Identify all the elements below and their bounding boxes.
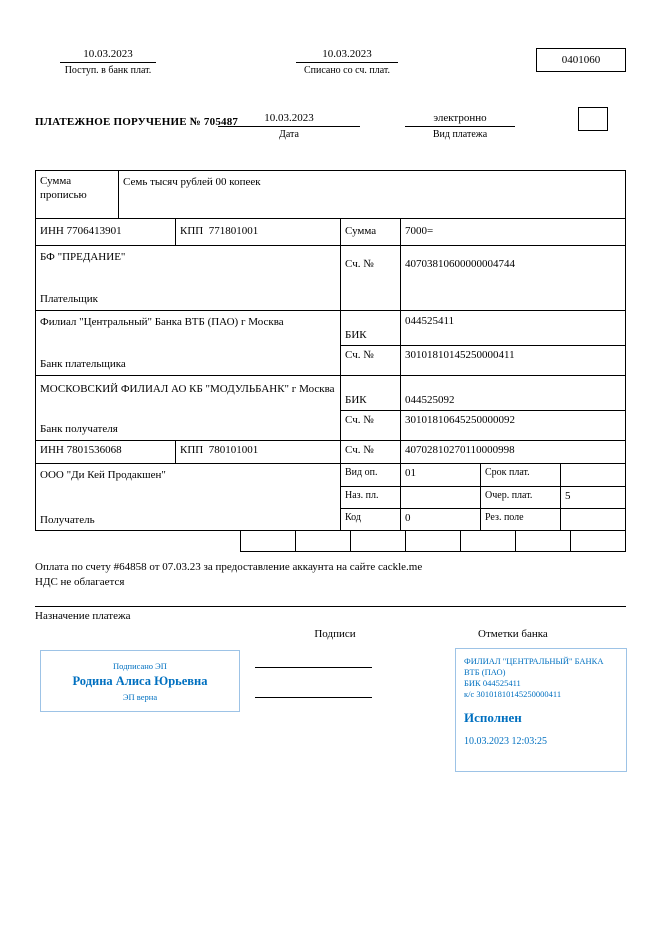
tax-field-cell-3 xyxy=(350,531,405,552)
sum-label-cell: Сумма xyxy=(340,218,400,245)
rez-pole-label-cell: Рез. поле xyxy=(480,508,560,531)
payee-section-label: Получатель xyxy=(40,514,95,527)
bank-marks-stamp xyxy=(455,648,627,772)
payee-bank-section-label: Банк получателя xyxy=(40,423,118,436)
payment-type-value: электронно xyxy=(405,112,515,127)
document-date-field xyxy=(218,112,360,140)
signature-verified-label: ЭП верна xyxy=(122,691,158,702)
payee-bank-bik-cell: 044525092 xyxy=(400,375,625,410)
payee-bank-name: МОСКОВСКИЙ ФИЛИАЛ АО КБ "МОДУЛЬБАНК" г Москва xyxy=(40,383,335,395)
status-101-box xyxy=(578,107,608,131)
tax-fields-row xyxy=(240,531,626,552)
electronic-signature-stamp xyxy=(40,650,240,712)
srok-plat-cell xyxy=(560,463,625,486)
payee-bank-account-cell: 30101810645250000092 xyxy=(400,410,625,440)
payer-bank-section-label: Банк плательщика xyxy=(40,358,126,371)
signature-line-2 xyxy=(255,697,372,698)
payee-bank-cell xyxy=(35,375,340,440)
payment-purpose-line2: НДС не облагается xyxy=(35,575,125,588)
bank-stamp-name-line2: ВТБ (ПАО) xyxy=(464,667,506,678)
debited-date-value: 10.03.2023 xyxy=(296,48,398,63)
signatures-label: Подписи xyxy=(314,628,356,640)
payment-type-label: Вид платежа xyxy=(432,129,488,140)
srok-plat-label-cell: Срок плат. xyxy=(480,463,560,486)
purpose-section-label: Назначение платежа xyxy=(35,610,131,622)
execution-datetime: 10.03.2023 12:03:25 xyxy=(464,736,548,748)
debited-date-label: Списано со сч. плат. xyxy=(303,65,391,76)
payee-bank-bik-label-cell: БИК xyxy=(340,375,400,410)
tax-field-cell-4 xyxy=(405,531,460,552)
payee-account-label-cell: Сч. № xyxy=(340,440,400,463)
payee-kpp-cell: КПП 780101001 xyxy=(175,440,340,463)
rez-pole-cell xyxy=(560,508,625,531)
kod-cell: 0 xyxy=(400,508,480,531)
execution-status: Исполнен xyxy=(464,710,522,726)
naz-pl-cell xyxy=(400,486,480,508)
debited-date-field xyxy=(296,48,398,76)
payer-name: БФ "ПРЕДАНИЕ" xyxy=(40,251,126,263)
payee-name: ООО "Ди Кей Продакшен" xyxy=(40,469,166,481)
document-date-label: Дата xyxy=(279,129,299,140)
form-code-box xyxy=(536,48,626,72)
ocher-plat-label-cell: Очер. плат. xyxy=(480,486,560,508)
received-date-field xyxy=(60,48,156,76)
form-code: 0401060 xyxy=(561,54,601,66)
tax-field-cell-2 xyxy=(295,531,350,552)
payee-bank-account-label-cell: Сч. № xyxy=(340,410,400,440)
payer-bank-bik-label-cell: БИК xyxy=(340,310,400,345)
signature-line-1 xyxy=(255,667,372,668)
document-date-value: 10.03.2023 xyxy=(218,112,360,127)
bank-stamp-name-line1: ФИЛИАЛ "ЦЕНТРАЛЬНЫЙ" БАНКА xyxy=(464,656,604,666)
kod-label-cell: Код xyxy=(340,508,400,531)
tax-field-cell-7 xyxy=(570,531,625,552)
payer-bank-name: Филиал "Центральный" Банка ВТБ (ПАО) г Москва xyxy=(40,316,284,328)
payer-account-label-cell: Сч. № xyxy=(340,245,400,310)
bank-stamp-corr-account: к/с 30101810145250000411 xyxy=(464,689,562,700)
signed-by-label: Подписано ЭП xyxy=(113,660,167,671)
payment-order-table xyxy=(35,170,626,531)
tax-field-cell-6 xyxy=(515,531,570,552)
tax-field-cell-5 xyxy=(460,531,515,552)
document-title: ПЛАТЕЖНОЕ ПОРУЧЕНИЕ № 705487 xyxy=(35,116,239,128)
payer-section-label: Плательщик xyxy=(40,293,98,306)
payer-cell xyxy=(35,245,340,310)
amount-words-label-cell: Сумма прописью xyxy=(35,170,118,218)
received-date-label: Поступ. в банк плат. xyxy=(64,65,152,76)
sum-value-cell: 7000= xyxy=(400,218,625,245)
vid-op-cell: 01 xyxy=(400,463,480,486)
ocher-plat-cell: 5 xyxy=(560,486,625,508)
payee-account-cell: 40702810270110000998 xyxy=(400,440,625,463)
amount-words-cell: Семь тысяч рублей 00 копеек xyxy=(118,170,625,218)
tax-field-cell-1 xyxy=(240,531,295,552)
bank-stamp-bik: БИК 044525411 xyxy=(464,678,521,689)
payer-account-cell: 40703810600000004744 xyxy=(400,245,625,310)
payer-bank-account-label-cell: Сч. № xyxy=(340,345,400,375)
payer-inn-cell: ИНН 7706413901 xyxy=(35,218,175,245)
payer-bank-account-cell: 30101810145250000411 xyxy=(400,345,625,375)
payer-bank-cell xyxy=(35,310,340,375)
payment-purpose-line1: Оплата по счету #64858 от 07.03.23 за предоставление аккаунта на сайте cackle.me xyxy=(35,561,423,573)
purpose-divider xyxy=(35,606,626,607)
payment-type-field xyxy=(405,112,515,140)
payee-cell xyxy=(35,463,340,531)
payer-bank-bik-cell: 044525411 xyxy=(400,310,625,345)
payee-inn-cell: ИНН 7801536068 xyxy=(35,440,175,463)
payment-purpose xyxy=(35,560,595,590)
vid-op-label-cell: Вид оп. xyxy=(340,463,400,486)
payer-kpp-cell: КПП 771801001 xyxy=(175,218,340,245)
bank-marks-label: Отметки банка xyxy=(478,628,548,640)
naz-pl-label-cell: Наз. пл. xyxy=(340,486,400,508)
received-date-value: 10.03.2023 xyxy=(60,48,156,63)
signer-name: Родина Алиса Юрьевна xyxy=(72,673,208,688)
